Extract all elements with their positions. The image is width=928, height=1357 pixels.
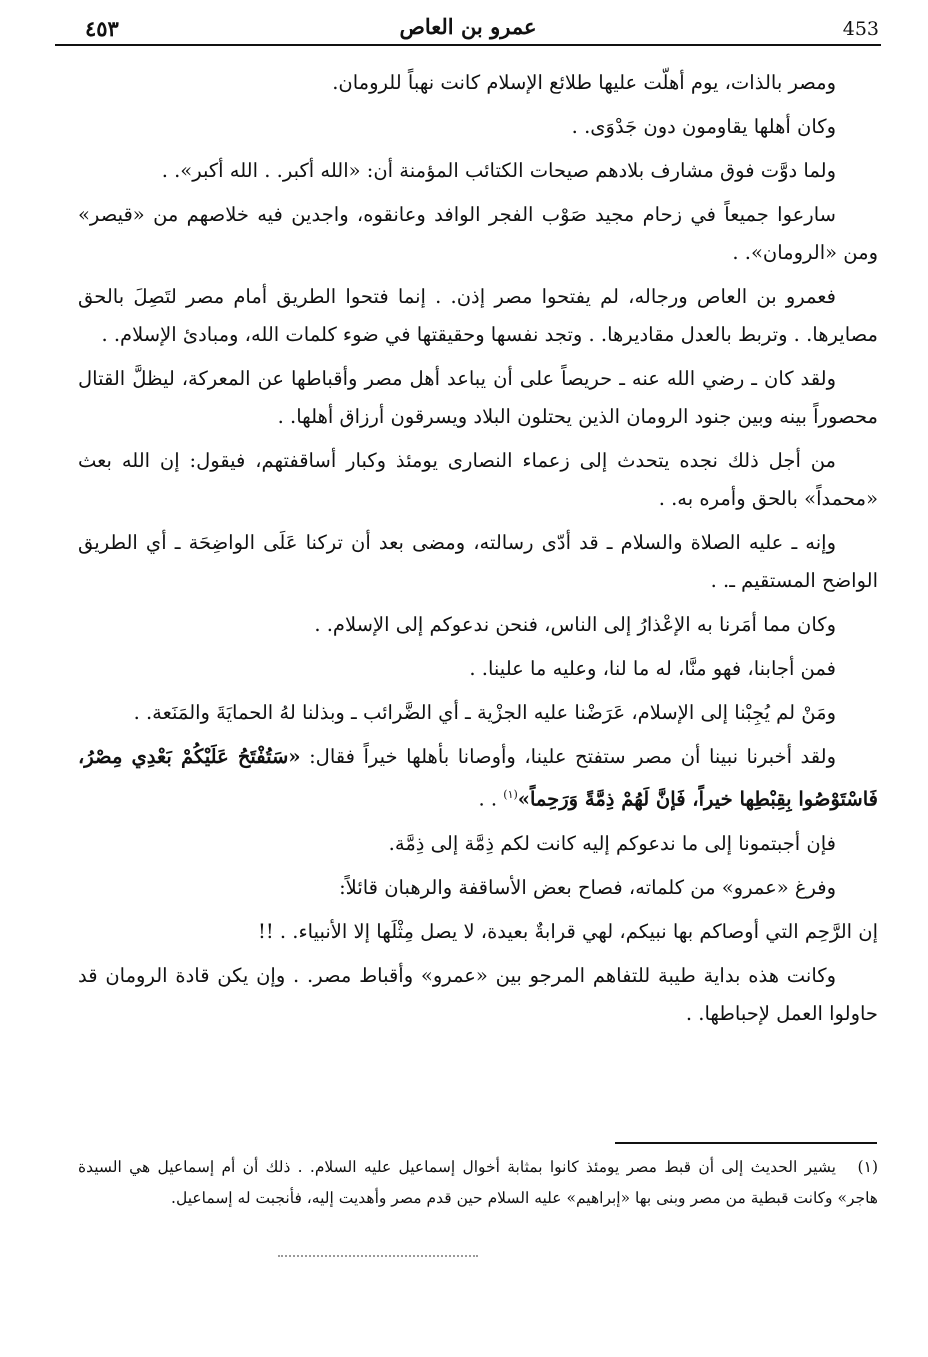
paragraph: سارعوا جميعاً في زحام مجيد صَوْب الفجر الوافد وعانقوه، واجدين فيه خلاصهم من «قيصر» ومن «الرومان». . <box>78 203 878 264</box>
paragraph: فمن أجابنا، فهو منَّا، له ما لنا، وعليه ما علينا. . <box>469 657 836 680</box>
hadith-lead: ولقد أخبرنا نبينا أن مصر ستفتح علينا، وأوصانا بأهلها خيراً فقال: <box>300 745 837 768</box>
paragraph: فعمرو بن العاص ورجاله، لم يفتحوا مصر إذن. . إنما فتحوا الطريق أمام مصر لتَصِلَ بالحق مصايرها. . وتربط بالعدل مقاديرها. . وتجد نفسها وحقيقتها في ضوء كلمات الله، ومبادئ الإسلام. . <box>78 285 878 346</box>
footnote <box>78 1152 878 1214</box>
dotted-divider <box>278 1255 478 1257</box>
page-number-arabic: ٤٥٣ <box>85 16 119 41</box>
paragraph: ومصر بالذات، يوم أهلّت عليها طلائع الإسلام كانت نهباً للرومان. <box>332 71 836 94</box>
paragraph: وكان أهلها يقاومون دون جَدْوَى. . <box>571 115 836 138</box>
paragraph: ولقد كان ـ رضي الله عنه ـ حريصاً على أن يباعد أهل مصر وأقباطها عن المعركة، ليظلَّ القتال محصوراً بينه وبين جنود الرومان الذين يحتلون البلاد ويسرقون أرزاق أهلها. . <box>78 367 878 428</box>
footnote-number: (١) <box>857 1158 878 1176</box>
hadith-paragraph <box>78 738 878 819</box>
paragraph: وإنه ـ عليه الصلاة والسلام ـ قد أدّى رسالته، ومضى بعد أن تركنا عَلَى الواضِحَة ـ أي الطريق الواضح المستقيم ـ. . <box>78 531 878 592</box>
running-title: عمرو بن العاص <box>399 14 537 39</box>
body-text <box>78 64 878 1039</box>
paragraph: وكانت هذه بداية طيبة للتفاهم المرجو بين «عمرو» وأقباط مصر. . وإن يكن قادة الرومان قد حاولوا العمل لإحباطها. . <box>78 963 878 1025</box>
hadith-tail: . . <box>478 787 504 811</box>
footnote-reference[interactable]: (١) <box>503 788 518 801</box>
paragraph: وفرغ «عمرو» من كلماته، فصاح بعض الأساقفة والرهبان قائلاً: <box>339 875 836 899</box>
hadith-quote: «سَتُفْتَحُ عَلَيْكُمْ بَعْدِي مِصْرُ، فَاسْتَوْصُوا بِقِبْطِها خيراً، فَإنَّ لَهُمْ ذِمَّةً وَرَحِماً» <box>78 745 878 811</box>
paragraph: ولما دوَّت فوق مشارف بلادهم صيحات الكتائب المؤمنة أن: «الله أكبر. . الله أكبر». . <box>161 159 836 182</box>
page-header <box>55 10 881 46</box>
paragraph: فإن أجبتمونا إلى ما ندعوكم إليه كانت لكم ذِمَّة إلى ذِمَّة. <box>388 831 836 855</box>
footnote-divider <box>615 1142 877 1144</box>
paragraph: إن الرَّحِم التي أوصاكم بها نبيكم، لهي قرابةٌ بعيدة، لا يصل مِثْلَها إلا الأنبياء. . !! <box>258 919 878 943</box>
footnote-text: يشير الحديث إلى أن قبط مصر يومئذ كانوا بمثابة أخوال إسماعيل عليه السلام. . ذلك أن أم إسماعيل هي السيدة هاجر» وكانت قبطية من مصر وبنى بها «إبراهيم» عليه السلام حين قدم مصر وأهديت إليه، فأنجبت له إسماعيل. <box>78 1158 878 1207</box>
paragraph: ومَنْ لم يُجِبْنا إلى الإسلام، عَرَضْنا عليه الجزْية ـ أي الضَّرائب ـ وبذلنا لهُ الحمايَةَ والمَنَعة. . <box>133 701 836 724</box>
paragraph: من أجل ذلك نجده يتحدث إلى زعماء النصارى يومئذ وكبار أساقفتهم، فيقول: إن الله بعث «محمداً» بالحق وأمره به. . <box>78 449 878 510</box>
paragraph: وكان مما أمَرنا به الإعْذارُ إلى الناس، فنحن ندعوكم إلى الإسلام. . <box>314 613 836 636</box>
page-number-latin: 453 <box>842 18 879 40</box>
